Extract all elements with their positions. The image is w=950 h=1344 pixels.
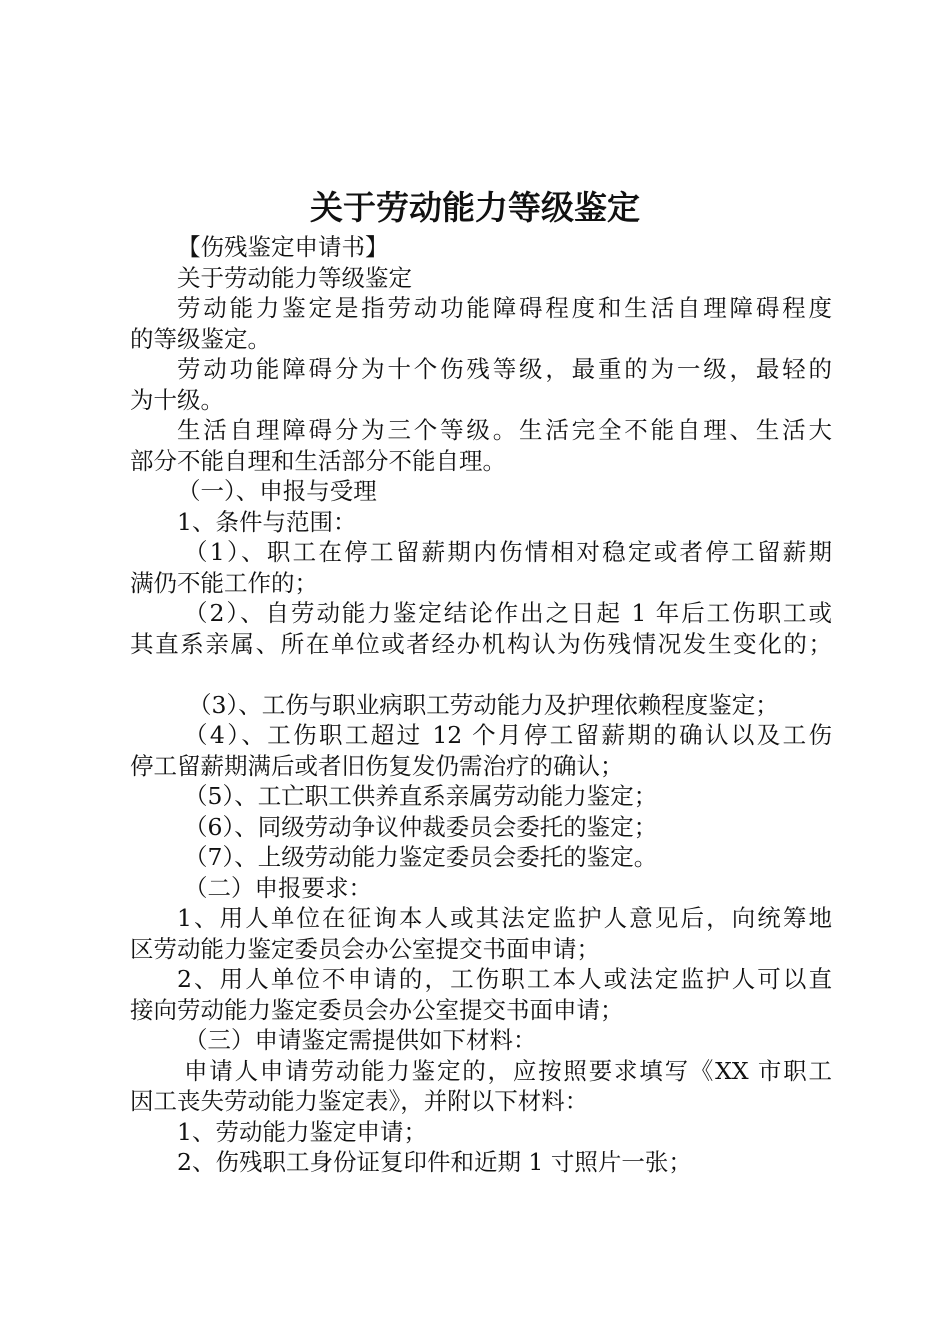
paragraph-line: 1、用人单位在征询本人或其法定监护人意见后，向统筹地 bbox=[177, 904, 832, 932]
paragraph-line: 的等级鉴定。 bbox=[130, 324, 271, 353]
paragraph-line: （2）、自劳动能力鉴定结论作出之日起 1 年后工伤职工或 bbox=[184, 599, 832, 627]
paragraph-line: （一）、申报与受理 bbox=[177, 477, 377, 505]
paragraph-line: 关于劳动能力等级鉴定 bbox=[177, 263, 412, 292]
paragraph-line: （5）、工亡职工供养直系亲属劳动能力鉴定； bbox=[184, 782, 658, 810]
paragraph-line: （1）、职工在停工留薪期内伤情相对稳定或者停工留薪期 bbox=[184, 538, 832, 566]
paragraph-line: 其直系亲属、所在单位或者经办机构认为伤残情况发生变化的； bbox=[130, 629, 832, 658]
paragraph-line: （6）、同级劳动争议仲裁委员会委托的鉴定； bbox=[184, 812, 658, 841]
paragraph-line: 为十级。 bbox=[130, 385, 224, 414]
paragraph-line: 因工丧失劳动能力鉴定表》，并附以下材料： bbox=[130, 1087, 589, 1115]
paragraph-line: （二）申报要求： bbox=[184, 873, 372, 902]
paragraph-line: 劳动能力鉴定是指劳动功能障碍程度和生活自理障碍程度 bbox=[177, 294, 832, 322]
paragraph-line: 停工留薪期满后或者旧伤复发仍需治疗的确认； bbox=[130, 751, 624, 780]
paragraph-line: （4）、工伤职工超过 12 个月停工留薪期的确认以及工伤 bbox=[184, 721, 832, 749]
document-title: 关于劳动能力等级鉴定 bbox=[310, 188, 640, 227]
paragraph-line: 申请人申请劳动能力鉴定的，应按照要求填写《XX 市职工 bbox=[184, 1056, 832, 1085]
blank-line bbox=[130, 659, 832, 690]
paragraph-line: 2、用人单位不申请的，工伤职工本人或法定监护人可以直 bbox=[177, 965, 832, 993]
paragraph-line: （三）申请鉴定需提供如下材料： bbox=[184, 1026, 537, 1054]
paragraph-line: 接向劳动能力鉴定委员会办公室提交书面申请； bbox=[130, 995, 624, 1024]
paragraph-line: （7）、上级劳动能力鉴定委员会委托的鉴定。 bbox=[184, 843, 658, 871]
paragraph-line: 2、伤残职工身份证复印件和近期 1 寸照片一张； bbox=[177, 1148, 692, 1176]
paragraph-line: 区劳动能力鉴定委员会办公室提交书面申请； bbox=[130, 934, 600, 963]
paragraph-line: 1、条件与范围： bbox=[177, 507, 357, 536]
paragraph-line: 满仍不能工作的； bbox=[130, 568, 318, 597]
document-body bbox=[130, 232, 832, 1178]
paragraph-line: 【伤残鉴定申请书】 bbox=[177, 233, 389, 261]
paragraph-line: （3）、工伤与职业病职工劳动能力及护理依赖程度鉴定； bbox=[188, 690, 779, 719]
paragraph-line: 生活自理障碍分为三个等级。生活完全不能自理、生活大 bbox=[177, 416, 832, 444]
paragraph-line: 部分不能自理和生活部分不能自理。 bbox=[130, 446, 506, 475]
paragraph-line: 1、劳动能力鉴定申请； bbox=[177, 1117, 427, 1146]
paragraph-line: 劳动功能障碍分为十个伤残等级，最重的为一级，最轻的 bbox=[177, 355, 832, 383]
